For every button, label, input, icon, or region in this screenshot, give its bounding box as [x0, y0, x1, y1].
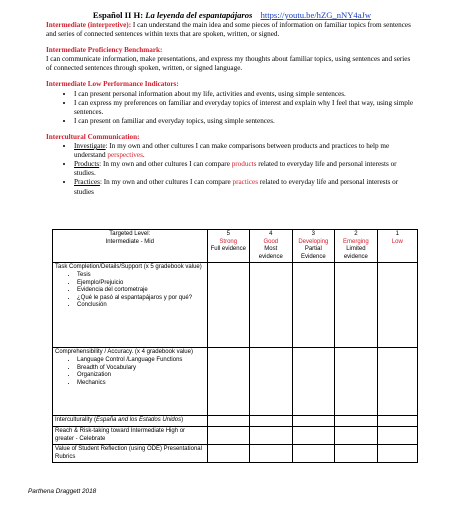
level-2-header: 2 Emerging Limited evidence: [335, 230, 378, 263]
video-link[interactable]: https://youtu.be/hZG_nNY4aJw: [260, 10, 372, 20]
list-item: • I can express my preferences on familiar and everyday topics of interest and explain why I feel that way, using simple sentences.: [74, 99, 418, 117]
score-cell[interactable]: [292, 263, 335, 348]
intercultural-list: [46, 142, 418, 197]
indicators-heading: Intermediate Low Performance Indicators:: [46, 80, 179, 89]
rubric-header-row: [53, 230, 418, 263]
score-cell[interactable]: [377, 348, 417, 416]
intercultural-term: Practices: [74, 178, 100, 187]
level-5-header: 5 Strong Full evidence: [207, 230, 250, 263]
score-cell[interactable]: [335, 426, 378, 444]
benchmark-text: I can communicate information, make presentations, and express my thoughts about familiar topics, using sentences and series of connected sentences through spoken, written, or signed language.: [46, 55, 411, 73]
list-item: • Mechanics: [77, 380, 205, 388]
list-item: • ¿Qué le pasó al espantapájaros y por qué?: [77, 295, 205, 303]
level-1-header: 1 Low: [377, 230, 417, 263]
benchmark-heading: Intermediate Proficiency Benchmark:: [46, 46, 163, 55]
score-cell[interactable]: [377, 445, 417, 463]
list-item: • Organization: [77, 372, 205, 380]
score-cell[interactable]: [250, 348, 293, 416]
author-footer: Parthena Draggett 2018: [28, 488, 97, 495]
list-item: • Tesis: [77, 272, 205, 280]
indicators-list: [46, 90, 418, 126]
criterion-interculturality: Interculturality (España and los Estados Unidos): [53, 416, 208, 427]
criterion-reflection: Value of Student Reflection (using ODE) Presentational Rubrics: [53, 445, 208, 463]
score-cell[interactable]: [207, 348, 250, 416]
list-item: • Breadth of Vocabulary: [77, 365, 205, 373]
score-cell[interactable]: [250, 445, 293, 463]
score-cell[interactable]: [335, 348, 378, 416]
score-cell[interactable]: [207, 416, 250, 427]
score-cell[interactable]: [377, 416, 417, 427]
score-cell[interactable]: [292, 348, 335, 416]
score-cell[interactable]: [292, 416, 335, 427]
list-item: • Evidencia del cortometraje: [77, 287, 205, 295]
score-cell[interactable]: [335, 263, 378, 348]
list-item: • Language Control /Language Functions: [77, 357, 205, 365]
highlight-text: practices: [232, 178, 259, 187]
score-cell[interactable]: [292, 445, 335, 463]
score-cell[interactable]: [250, 263, 293, 348]
highlight-text: perspectives: [107, 151, 143, 160]
list-item: • Products: In my own and other cultures I can compare products related to everyday life and personal interests or studies.: [74, 160, 418, 178]
table-row: [53, 426, 418, 444]
list-item: • I can present personal information about my life, activities and events, using simple sentences.: [74, 90, 418, 99]
score-cell[interactable]: [207, 445, 250, 463]
document-body: [46, 10, 418, 197]
intercultural-term: Investigate: [74, 142, 106, 151]
list-item: • I can present on familiar and everyday topics, using simple sentences.: [74, 117, 418, 126]
intercultural-term: Products: [74, 160, 100, 169]
score-cell[interactable]: [377, 263, 417, 348]
score-cell[interactable]: [250, 416, 293, 427]
intercultural-heading: Intercultural Communication:: [46, 132, 140, 141]
interpretive-text: I can understand the main idea and some pieces of information on familiar topics from sentences and series of connected sentences within texts that are spoken, written, or signed.: [46, 21, 411, 39]
course-title: Español II H:: [92, 10, 144, 20]
list-item: • Practices: In my own and other cultures I can compare practices related to everyday life and personal interests or studies: [74, 178, 418, 196]
interpretive-paragraph: [46, 21, 418, 39]
rubric-table: [52, 229, 418, 463]
list-item: • Investigate: In my own and other cultures I can make comparisons between products and practices to help me understand perspectives.: [74, 142, 418, 160]
score-cell[interactable]: [207, 263, 250, 348]
level-4-header: 4 Good Most evidence: [250, 230, 293, 263]
score-cell[interactable]: [335, 416, 378, 427]
lesson-title: La leyenda del espantapájaros: [145, 10, 253, 20]
table-row: [53, 263, 418, 348]
document-title: [46, 10, 418, 21]
table-row: [53, 416, 418, 427]
table-row: [53, 445, 418, 463]
targeted-level-cell: Targeted Level: Intermediate - Mid: [53, 230, 208, 263]
table-row: [53, 348, 418, 416]
score-cell[interactable]: [250, 426, 293, 444]
score-cell[interactable]: [335, 445, 378, 463]
list-item: • Ejemplo/Prejuicio: [77, 280, 205, 288]
criterion-comprehensibility: Comprehensibility / Accuracy. (x 4 gradebook value) • Language Control /Language Functions • Breadth of Vocabulary • Organization • Mechanics: [53, 348, 208, 416]
score-cell[interactable]: [377, 426, 417, 444]
list-item: • Conclusión: [77, 302, 205, 310]
criterion-task-completion: Task Completion/Details/Support (x 5 gradebook value) • Tesis • Ejemplo/Prejuicio • Evidencia del cortometraje • ¿Qué le pasó al espantapájaros y por qué? • Conclusión: [53, 263, 208, 348]
interpretive-label: Intermediate (interpretive):: [46, 21, 132, 29]
criterion-reach: Reach & Risk-taking toward Intermediate High or greater - Celebrate: [53, 426, 208, 444]
score-cell[interactable]: [292, 426, 335, 444]
highlight-text: products: [231, 160, 257, 169]
score-cell[interactable]: [207, 426, 250, 444]
level-3-header: 3 Developing Partial Evidence: [292, 230, 335, 263]
